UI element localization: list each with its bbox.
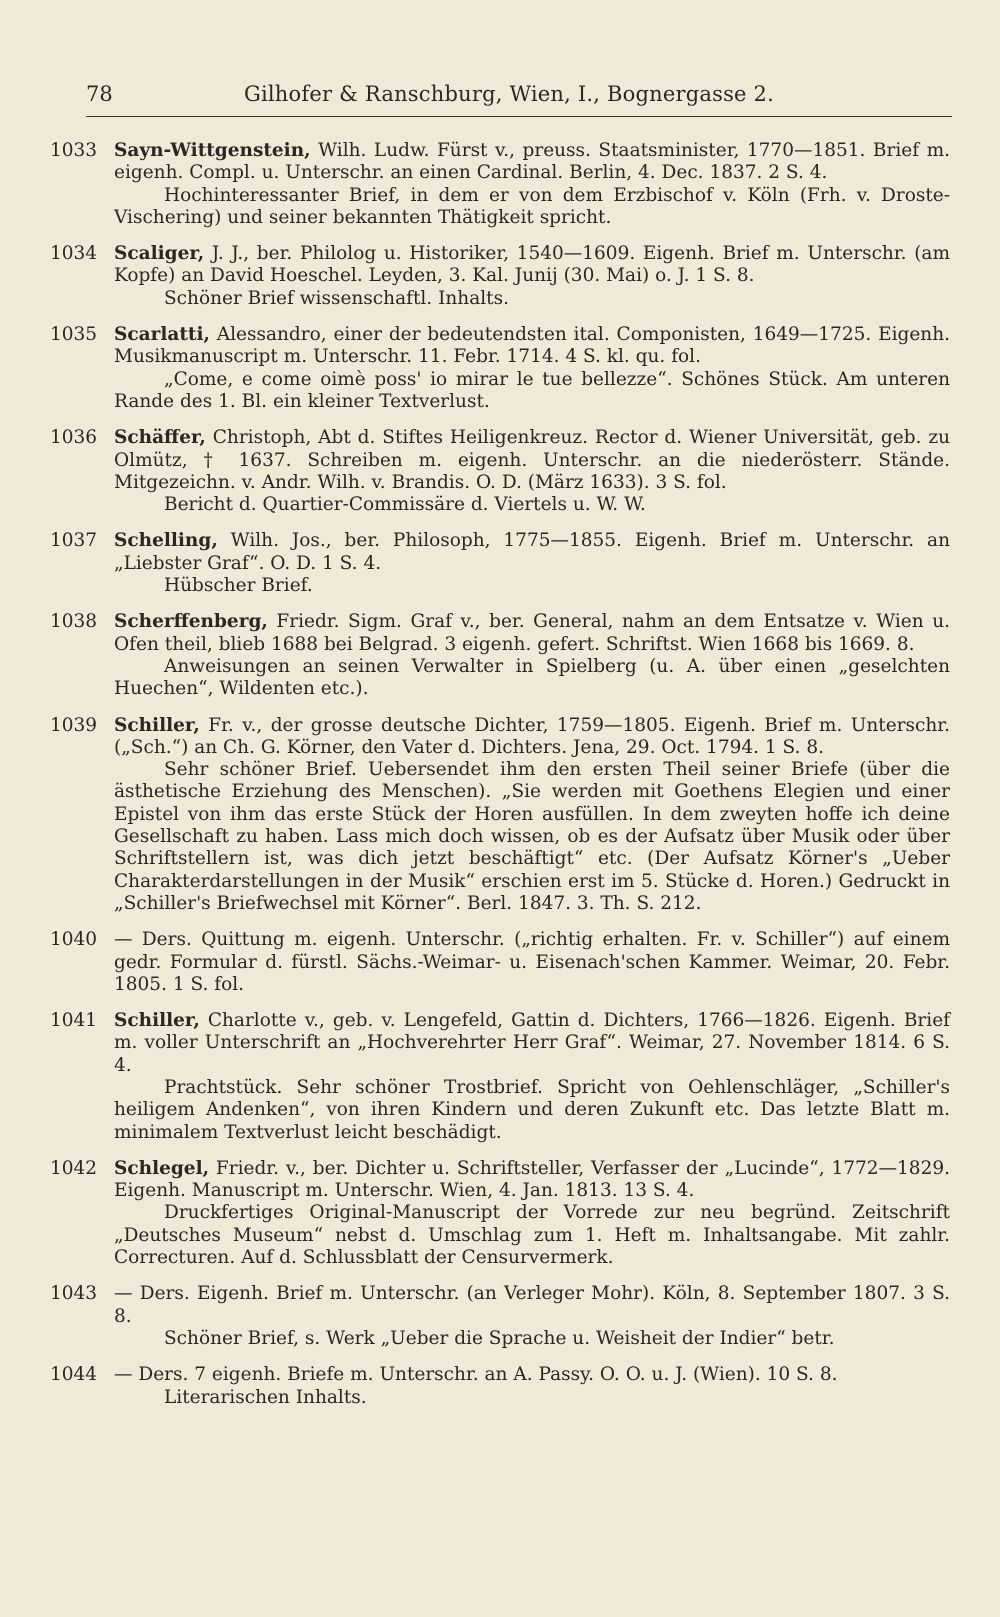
entry-description: — Ders. Eigenh. Brief m. Unterschr. (an Verleger Mohr). Köln, 8. September 1807. 3 S. 8. bbox=[114, 1283, 950, 1327]
page-number: 78 bbox=[86, 82, 113, 106]
entry-note: Schöner Brief, s. Werk „Ueber die Sprache u. Weisheit der Indier“ betr. bbox=[164, 1327, 835, 1349]
catalogue-entry bbox=[50, 1364, 950, 1409]
entry-number: 1033 bbox=[50, 140, 98, 161]
catalogue-entry bbox=[50, 140, 950, 229]
entry-name: Scarlatti, bbox=[114, 324, 210, 346]
entry-description: Charlotte v., geb. v. Lengefeld, Gattin d. Dichters, 1766—1826. Eigenh. Brief m. voller Unterschrift an „Hochverehrter Herr Graf“. Weimar, 27. November 1814. 6 S. 4. bbox=[114, 1010, 950, 1076]
entry-note: Schöner Brief wissenschaftl. Inhalts. bbox=[164, 287, 509, 309]
entry-note: Hochinteressanter Brief, in dem er von dem Erzbischof v. Köln (Frh. v. Droste-Vischering) und seiner bekannten Thätigkeit spricht. bbox=[114, 184, 950, 228]
entry-note: Bericht d. Quartier-Commissäre d. Viertels u. W. W. bbox=[164, 494, 646, 516]
catalogue-entry bbox=[50, 1010, 950, 1144]
entry-name: Scaliger, bbox=[114, 243, 205, 265]
entry-description: — Ders. Quittung m. eigenh. Unterschr. („richtig erhalten. Fr. v. Schiller“) auf einem gedr. Formular d. fürstl. Sächs.-Weimar- u. Eisenach'schen Kammer. Weimar, 20. Febr. 1805. 1 S. fol. bbox=[114, 929, 950, 995]
entry-note: Prachtstück. Sehr schöner Trostbrief. Spricht von Oehlenschläger, „Schiller's heiligem Andenken“, von ihren Kindern und deren Zukunft etc. Das letzte Blatt m. minimalem Textverlust leicht beschädigt. bbox=[114, 1076, 950, 1143]
entry-number: 1036 bbox=[50, 427, 98, 449]
catalogue-entry bbox=[50, 1283, 950, 1350]
entry-name: Schelling, bbox=[114, 530, 218, 552]
entry-description: Wilh. Ludw. Fürst v., preuss. Staatsminister, 1770—1851. Brief m. eigenh. Compl. u. Unterschr. an einen Cardinal. Berlin, 4. Dec. 1837. 2 S. 4. bbox=[114, 140, 950, 184]
entry-name: Schlegel, bbox=[114, 1157, 210, 1179]
entry-note: Literarischen Inhalts. bbox=[164, 1386, 367, 1408]
entry-note: Hübscher Brief. bbox=[164, 575, 313, 597]
catalogue-entry bbox=[50, 243, 950, 310]
catalogue-entry bbox=[50, 530, 950, 597]
entry-note: „Come, e come oimè poss' io mirar le tue bellezze“. Schönes Stück. Am unteren Rande des 1. Bl. ein kleiner Textverlust. bbox=[114, 368, 950, 412]
catalogue-entries bbox=[50, 140, 950, 1423]
entry-description: — Ders. 7 eigenh. Briefe m. Unterschr. an A. Passy. O. O. u. J. (Wien). 10 S. 8. bbox=[114, 1364, 838, 1386]
entry-number: 1039 bbox=[50, 714, 98, 736]
catalogue-entry bbox=[50, 929, 950, 996]
entry-name: Schiller, bbox=[114, 714, 200, 736]
entry-number: 1043 bbox=[50, 1283, 98, 1305]
entry-description: Christoph, Abt d. Stiftes Heiligenkreuz. Rector d. Wiener Universität, geb. zu Olmütz, † 1637. Schreiben m. eigenh. Unterschr. an die niederösterr. Stände. Mitgezeichn. v. Andr. Wilh. v. Brandis. O. D. (März 1633). 3 S. fol. bbox=[114, 427, 950, 493]
entry-number: 1040 bbox=[50, 929, 98, 951]
entry-name: Schiller, bbox=[114, 1010, 200, 1032]
catalogue-entry bbox=[50, 611, 950, 700]
entry-note: Anweisungen an seinen Verwalter in Spielberg (u. A. über einen „geselchten Huechen“, Wildenten etc.). bbox=[114, 655, 950, 700]
entry-name: Sayn-Wittgenstein, bbox=[114, 140, 311, 161]
entry-description: Friedr. v., ber. Dichter u. Schriftsteller, Verfasser der „Lucinde“, 1772—1829. Eigenh. Manuscript m. Unterschr. Wien, 4. Jan. 1813. 13 S. 4. bbox=[114, 1157, 950, 1202]
entry-number: 1041 bbox=[50, 1010, 98, 1032]
entry-number: 1042 bbox=[50, 1157, 98, 1179]
entry-name: Scherffenberg, bbox=[114, 611, 268, 633]
entry-number: 1044 bbox=[50, 1364, 98, 1386]
catalogue-entry bbox=[50, 715, 950, 916]
page-header bbox=[86, 82, 952, 117]
entry-number: 1035 bbox=[50, 324, 98, 346]
running-head: Gilhofer & Ranschburg, Wien, I., Bognergasse 2. bbox=[244, 82, 774, 106]
catalogue-entry bbox=[50, 427, 950, 516]
entry-number: 1038 bbox=[50, 611, 98, 633]
catalogue-entry bbox=[50, 324, 950, 413]
entry-description: Friedr. Sigm. Graf v., ber. General, nahm an dem Entsatze v. Wien u. Ofen theil, blieb 1688 bei Belgrad. 3 eigenh. gefert. Schriftst. Wien 1668 bis 1669. 8. bbox=[114, 611, 950, 655]
entry-description: Wilh. Jos., ber. Philosoph, 1775—1855. Eigenh. Brief m. Unterschr. an „Liebster Graf“. O. D. 1 S. 4. bbox=[114, 530, 950, 574]
entry-number: 1037 bbox=[50, 530, 98, 552]
entry-note: Sehr schöner Brief. Uebersendet ihm den ersten Theil seiner Briefe (über die ästhetische Erziehung des Menschen). „Sie werden mit Goethens Elegien und einer Epistel von ihm das erste Stück der Horen ausfüllen. In dem zweyten hoffe ich deine Gesellschaft zu haben. Lass mich doch wissen, ob es der Aufsatz über Musik oder über Schriftstellern ist, was dich jetzt beschäftigt“ etc. (Der Aufsatz Körner's „Ueber Charakterdarstellungen in der Musik“ erschien erst im 5. Stücke d. Horen.) Gedruckt in „Schiller's Briefwechsel mit Körner“. Berl. 1847. 3. Th. S. 212. bbox=[114, 759, 950, 914]
entry-number: 1034 bbox=[50, 243, 98, 265]
entry-description: Alessandro, einer der bedeutendsten ital. Componisten, 1649—1725. Eigenh. Musikmanuscript m. Unterschr. 11. Febr. 1714. 4 S. kl. qu. fol. bbox=[114, 324, 950, 368]
entry-note: Druckfertiges Original-Manuscript der Vorrede zur neu begründ. Zeitschrift „Deutsches Museum“ nebst d. Umschlag zum 1. Heft m. Inhaltsangabe. Mit zahlr. Correcturen. Auf d. Schlussblatt der Censurvermerk. bbox=[114, 1202, 950, 1269]
entry-description: Fr. v., der grosse deutsche Dichter, 1759—1805. Eigenh. Brief m. Unterschr. („Sch.“) an Ch. G. Körner, den Vater d. Dichters. Jena, 29. Oct. 1794. 1 S. 8. bbox=[114, 714, 950, 758]
entry-description: J. J., ber. Philolog u. Historiker, 1540—1609. Eigenh. Brief m. Unterschr. (am Kopfe) an David Hoeschel. Leyden, 3. Kal. Junij (30. Mai) o. J. 1 S. 8. bbox=[114, 243, 950, 287]
catalogue-entry bbox=[50, 1158, 950, 1269]
entry-name: Schäffer, bbox=[114, 427, 206, 449]
